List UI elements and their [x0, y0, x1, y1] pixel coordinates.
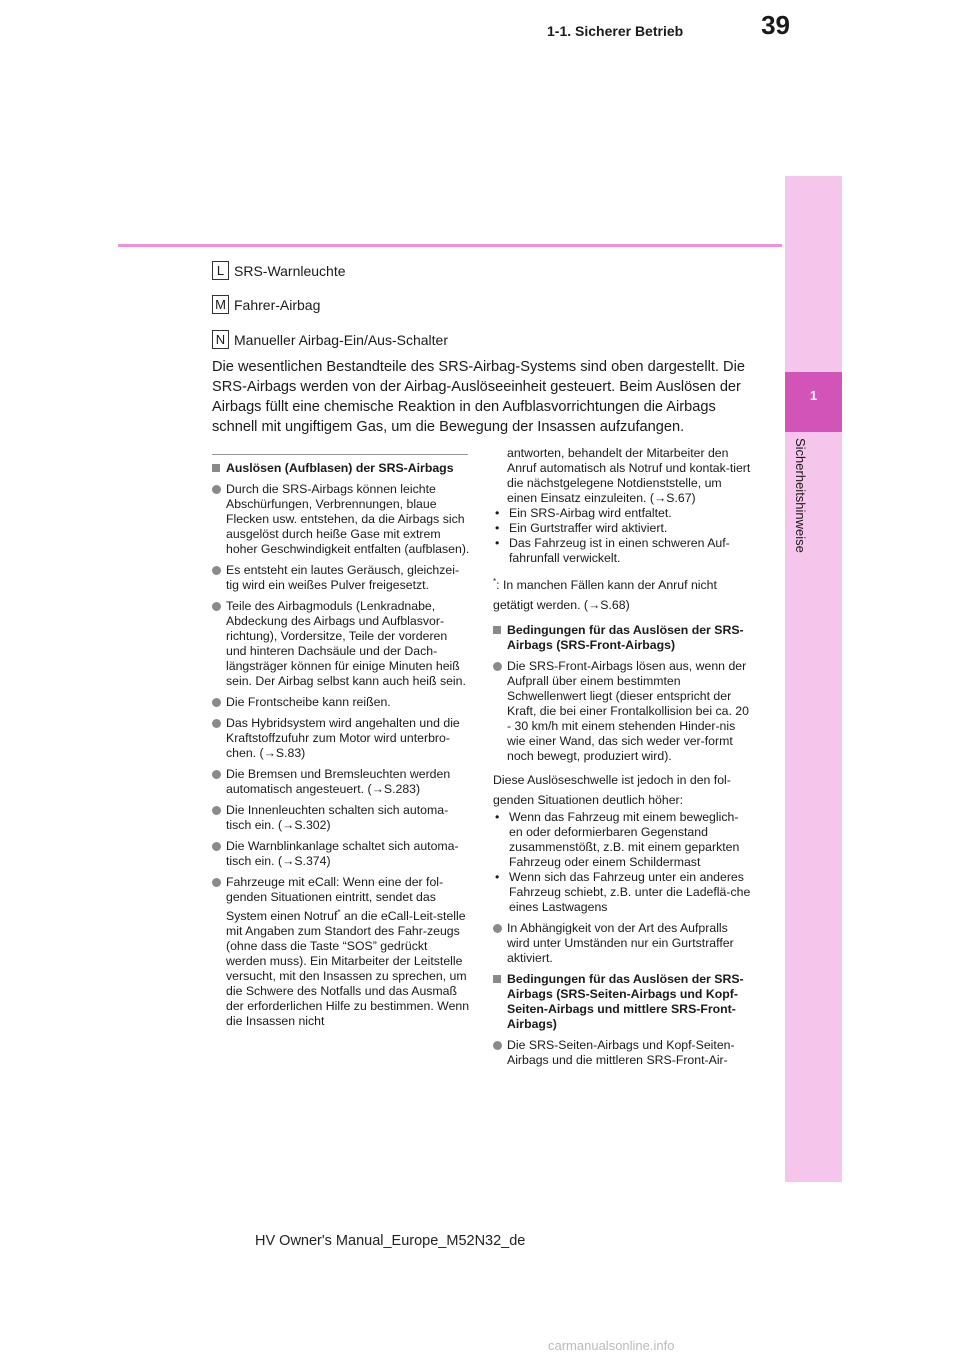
chapter-side-tab [785, 176, 842, 1182]
dash-item [493, 536, 751, 566]
round-bullet-icon [212, 770, 221, 779]
section-divider [212, 454, 468, 455]
heading-text: Bedingungen für das Auslösen der SRS-Airbags (SRS-Front-Airbags) [507, 623, 744, 653]
dash-text: Wenn sich das Fahrzeug unter ein anderes Fahrzeug schiebt, z.B. unter die Ladeflä-che eines Lastwagens [509, 870, 751, 915]
page-number: 39 [761, 10, 790, 40]
list-item [212, 803, 470, 833]
section-title: 1-1. Sicherer Betrieb [547, 23, 684, 39]
legend-item-l [212, 261, 346, 280]
ecall-text-a: Fahrzeuge mit eCall: Wenn eine der fol-genden Situationen eintritt, sendet das System einen Notruf [226, 875, 444, 924]
dash-bullet-icon: • [495, 521, 500, 535]
footnote-marker: * [493, 577, 497, 586]
dash-bullet-icon: • [495, 870, 500, 885]
dash-item [493, 870, 751, 915]
list-item [212, 767, 470, 797]
bullet-text: Die Innenleuchten schalten sich automa-tisch ein. (→S.302) [226, 803, 449, 832]
bullet-text: Die Warnblinkanlage schaltet sich automa-tisch ein. (→S.374) [226, 839, 459, 868]
footer-text: HV Owner's Manual_Europe_M52N32_de [255, 1233, 526, 1249]
ecall-continuation: antworten, behandelt der Mitarbeiter den Anruf automatisch als Notruf und kontak-tiert die nächstgelegene Notdienststelle, um einen Einsatz einzuleiten. (→S.67) [507, 446, 751, 505]
list-item [212, 599, 470, 689]
dash-text: Wenn das Fahrzeug mit einem beweglich-en oder deformierbaren Gegenstand zusammenstößt, z.B. mit einem geparkten Fahrzeug oder einem Schildermast [509, 810, 740, 870]
legend-item-n [212, 330, 448, 349]
intro-paragraph: Die wesentlichen Bestandteile des SRS-Airbag-Systems sind oben dargestellt. Die SRS-Airbags werden von der Airbag-Auslöseeinheit gesteuert. Beim Auslösen der Airbags füllt eine chemische Reaktion in den Aufblasvorrichtungen die Airbags schnell mit ungiftigem Gas, um die Bewegung der Insassen aufzufangen. [212, 359, 745, 435]
footnote-marker: * [337, 908, 341, 917]
heading-deployment [212, 461, 470, 476]
header-divider [118, 244, 782, 247]
square-bullet-icon [212, 464, 220, 472]
heading-text: Bedingungen für das Auslösen der SRS-Airbags (SRS-Seiten-Airbags und Kopf-Seiten-Airbags und mittlere SRS-Front-Airbags) [507, 972, 744, 1032]
bullet-text: Die SRS-Front-Airbags lösen aus, wenn der Aufprall über einem bestimmten Schwellenwert liegt (dieser entspricht der Kraft, die bei einer Frontalkollision bei ca. 20 - 30 km/h mit einem stehenden Hinder-nis wie einer Wand, das sich weder ver-formt noch bewegt, produziert wird). [507, 659, 749, 764]
dash-text: Das Fahrzeug ist in einen schweren Auf-fahrunfall verwickelt. [509, 536, 730, 565]
list-item [493, 1038, 751, 1068]
watermark: carmanualsonline.info [548, 1338, 675, 1353]
bullet-text: In Abhängigkeit von der Art des Aufpralls wird unter Umständen nur ein Gurtstraffer aktiviert. [507, 921, 734, 966]
heading-text: Auslösen (Aufblasen) der SRS-Airbags [226, 461, 454, 475]
bullet-text: Es entsteht ein lautes Geräusch, gleichzei-tig wird ein weißes Pulver freigesetzt. [226, 563, 460, 592]
list-item [212, 695, 470, 710]
bullet-text: Das Hybridsystem wird angehalten und die Kraftstoffzufuhr zum Motor wird unterbro-chen. (→S.83) [226, 716, 460, 760]
bullet-text: Die SRS-Seiten-Airbags und Kopf-Seiten-Airbags und die mittleren SRS-Front-Air- [507, 1038, 735, 1068]
dash-item [493, 810, 751, 870]
round-bullet-icon [212, 719, 221, 728]
dash-bullet-icon: • [495, 506, 500, 520]
round-bullet-icon [212, 878, 221, 887]
dash-item [493, 521, 751, 536]
legend-letter: M [212, 295, 229, 314]
threshold-text: Diese Auslöseschwelle ist jedoch in den fol-genden Situationen deutlich höher: [493, 773, 731, 808]
square-bullet-icon [493, 626, 501, 634]
legend-label: SRS-Warnleuchte [234, 262, 346, 279]
legend-label: Manueller Airbag-Ein/Aus-Schalter [234, 331, 448, 348]
round-bullet-icon [493, 1041, 502, 1050]
bullet-text: Die Bremsen und Bremsleuchten werden automatisch angesteuert. (→S.283) [226, 767, 451, 796]
footnote-text: : In manchen Fällen kann der Anruf nicht getätigt werden. (→S.68) [493, 578, 717, 613]
bullet-text: Die Frontscheibe kann reißen. [226, 695, 391, 709]
square-bullet-icon [493, 975, 501, 983]
list-item [212, 716, 470, 761]
chapter-number: 1 [809, 388, 818, 403]
round-bullet-icon [493, 662, 502, 671]
list-item [493, 659, 751, 764]
list-item [212, 839, 470, 869]
list-item [212, 563, 470, 593]
round-bullet-icon [212, 602, 221, 611]
dash-item [493, 506, 751, 521]
legend-label: Fahrer-Airbag [234, 296, 321, 313]
legend-letter: L [212, 261, 229, 280]
right-column [493, 446, 751, 1074]
heading-front-airbags [493, 623, 751, 653]
dash-bullet-icon: • [495, 536, 500, 550]
round-bullet-icon [212, 842, 221, 851]
dash-bullet-icon: • [495, 810, 500, 825]
round-bullet-icon [212, 566, 221, 575]
footnote [493, 572, 751, 615]
bullet-text: Teile des Airbagmoduls (Lenkradnabe, Abdeckung des Airbags und Aufblasvor-richtung), Vordersitze, Teile der vorderen und hinteren Dachsäule und der Dach-längsträger können für einige Minuten heiß sein. Der Airbag selbst kann auch heiß sein. [226, 599, 466, 688]
bullet-text: Durch die SRS-Airbags können leichte Abschürfungen, Verbrennungen, blaue Flecken usw. entstehen, da die Airbags sich ausgelöst durch heiße Gase mit extrem hoher Geschwindigkeit entfalten (aufblasen). [226, 482, 470, 556]
bullet-text [226, 875, 470, 1029]
round-bullet-icon [212, 806, 221, 815]
legend-item-m [212, 295, 320, 314]
heading-side-airbags [493, 972, 751, 1032]
list-item [212, 482, 470, 557]
dash-text: Ein Gurtstraffer wird aktiviert. [509, 521, 668, 535]
round-bullet-icon [212, 485, 221, 494]
chapter-title [788, 438, 838, 578]
round-bullet-icon [212, 698, 221, 707]
round-bullet-icon [493, 924, 502, 933]
list-item [493, 921, 751, 966]
dash-text: Ein SRS-Airbag wird entfaltet. [509, 506, 672, 520]
ecall-text-b: an die eCall-Leit-stelle mit Angaben zum Standort des Fahr-zeugs (ohne dass die Taste “SOS” gedrückt werden muss). Ein Mitarbeiter der Leitstelle versucht, mit den Insassen zu sprechen, um die Schwere des Notfalls und das Ausmaß der erforderlichen Hilfe zu bestimmen. Wenn die Insassen nicht [226, 909, 470, 1029]
legend-letter: N [212, 330, 229, 349]
left-column [212, 461, 470, 1035]
list-item-ecall [212, 875, 470, 1029]
chapter-title-text: Sicherheitshinweise [793, 438, 808, 553]
